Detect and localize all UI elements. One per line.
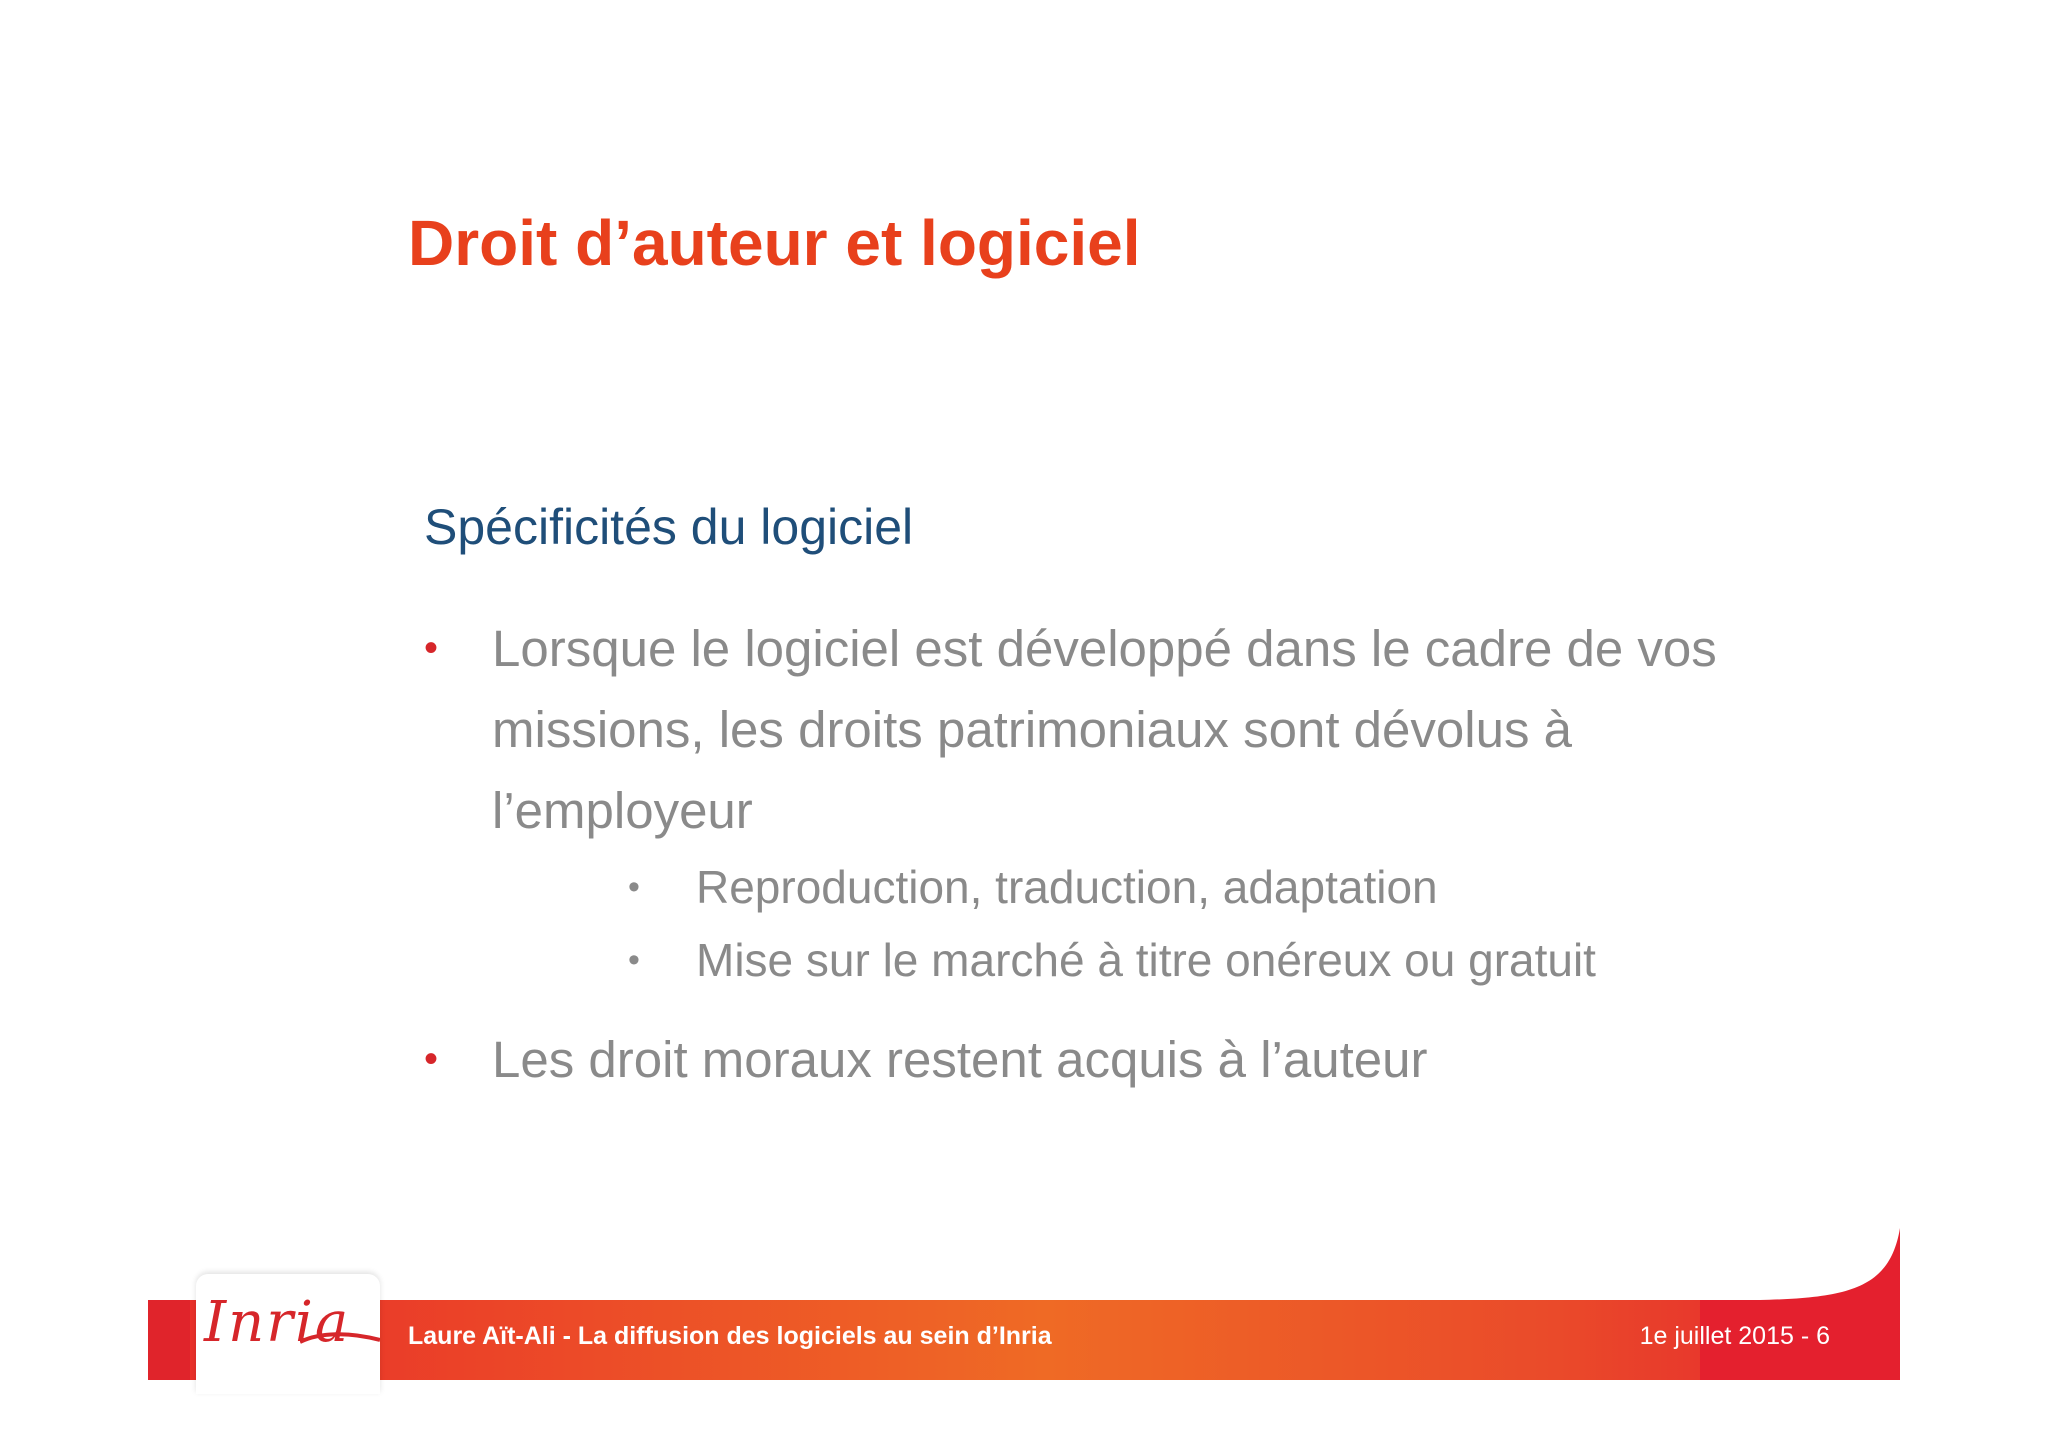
footer-swoosh	[1700, 1228, 1900, 1380]
sub-bullet-list	[424, 851, 1824, 997]
sub-bullet-dot-icon: •	[628, 868, 640, 906]
bullet-dot-icon: •	[424, 1037, 439, 1081]
sub-bullet-item	[424, 851, 1824, 924]
logo-swash-icon	[300, 1328, 380, 1348]
sub-bullet-item	[424, 924, 1824, 997]
bullet-text: Lorsque le logiciel est développé dans le cadre de vos missions, les droits patrimoniaux sont dévolus à l’employeur	[492, 620, 1717, 839]
inria-logo-icon: Inria	[204, 1290, 351, 1355]
sub-bullet-group	[424, 851, 1824, 997]
bullet-item	[424, 608, 1824, 851]
sub-bullet-text: Reproduction, traduction, adaptation	[696, 861, 1438, 913]
sub-bullet-text: Mise sur le marché à titre onéreux ou gratuit	[696, 934, 1596, 986]
slide-subtitle: Spécificités du logiciel	[424, 499, 914, 555]
bullet-item	[424, 1019, 1824, 1100]
footer-date-page: 1e juillet 2015 - 6	[1639, 1322, 1830, 1350]
slide-title: Droit d’auteur et logiciel	[408, 207, 1141, 279]
footer-author-talk: Laure Aït-Ali - La diffusion des logiciels au sein d’Inria	[408, 1322, 1052, 1350]
bullet-text: Les droit moraux restent acquis à l’auteur	[492, 1031, 1428, 1088]
sub-bullet-dot-icon: •	[628, 941, 640, 979]
bullet-dot-icon: •	[424, 626, 439, 670]
bullet-list	[424, 608, 1824, 1100]
